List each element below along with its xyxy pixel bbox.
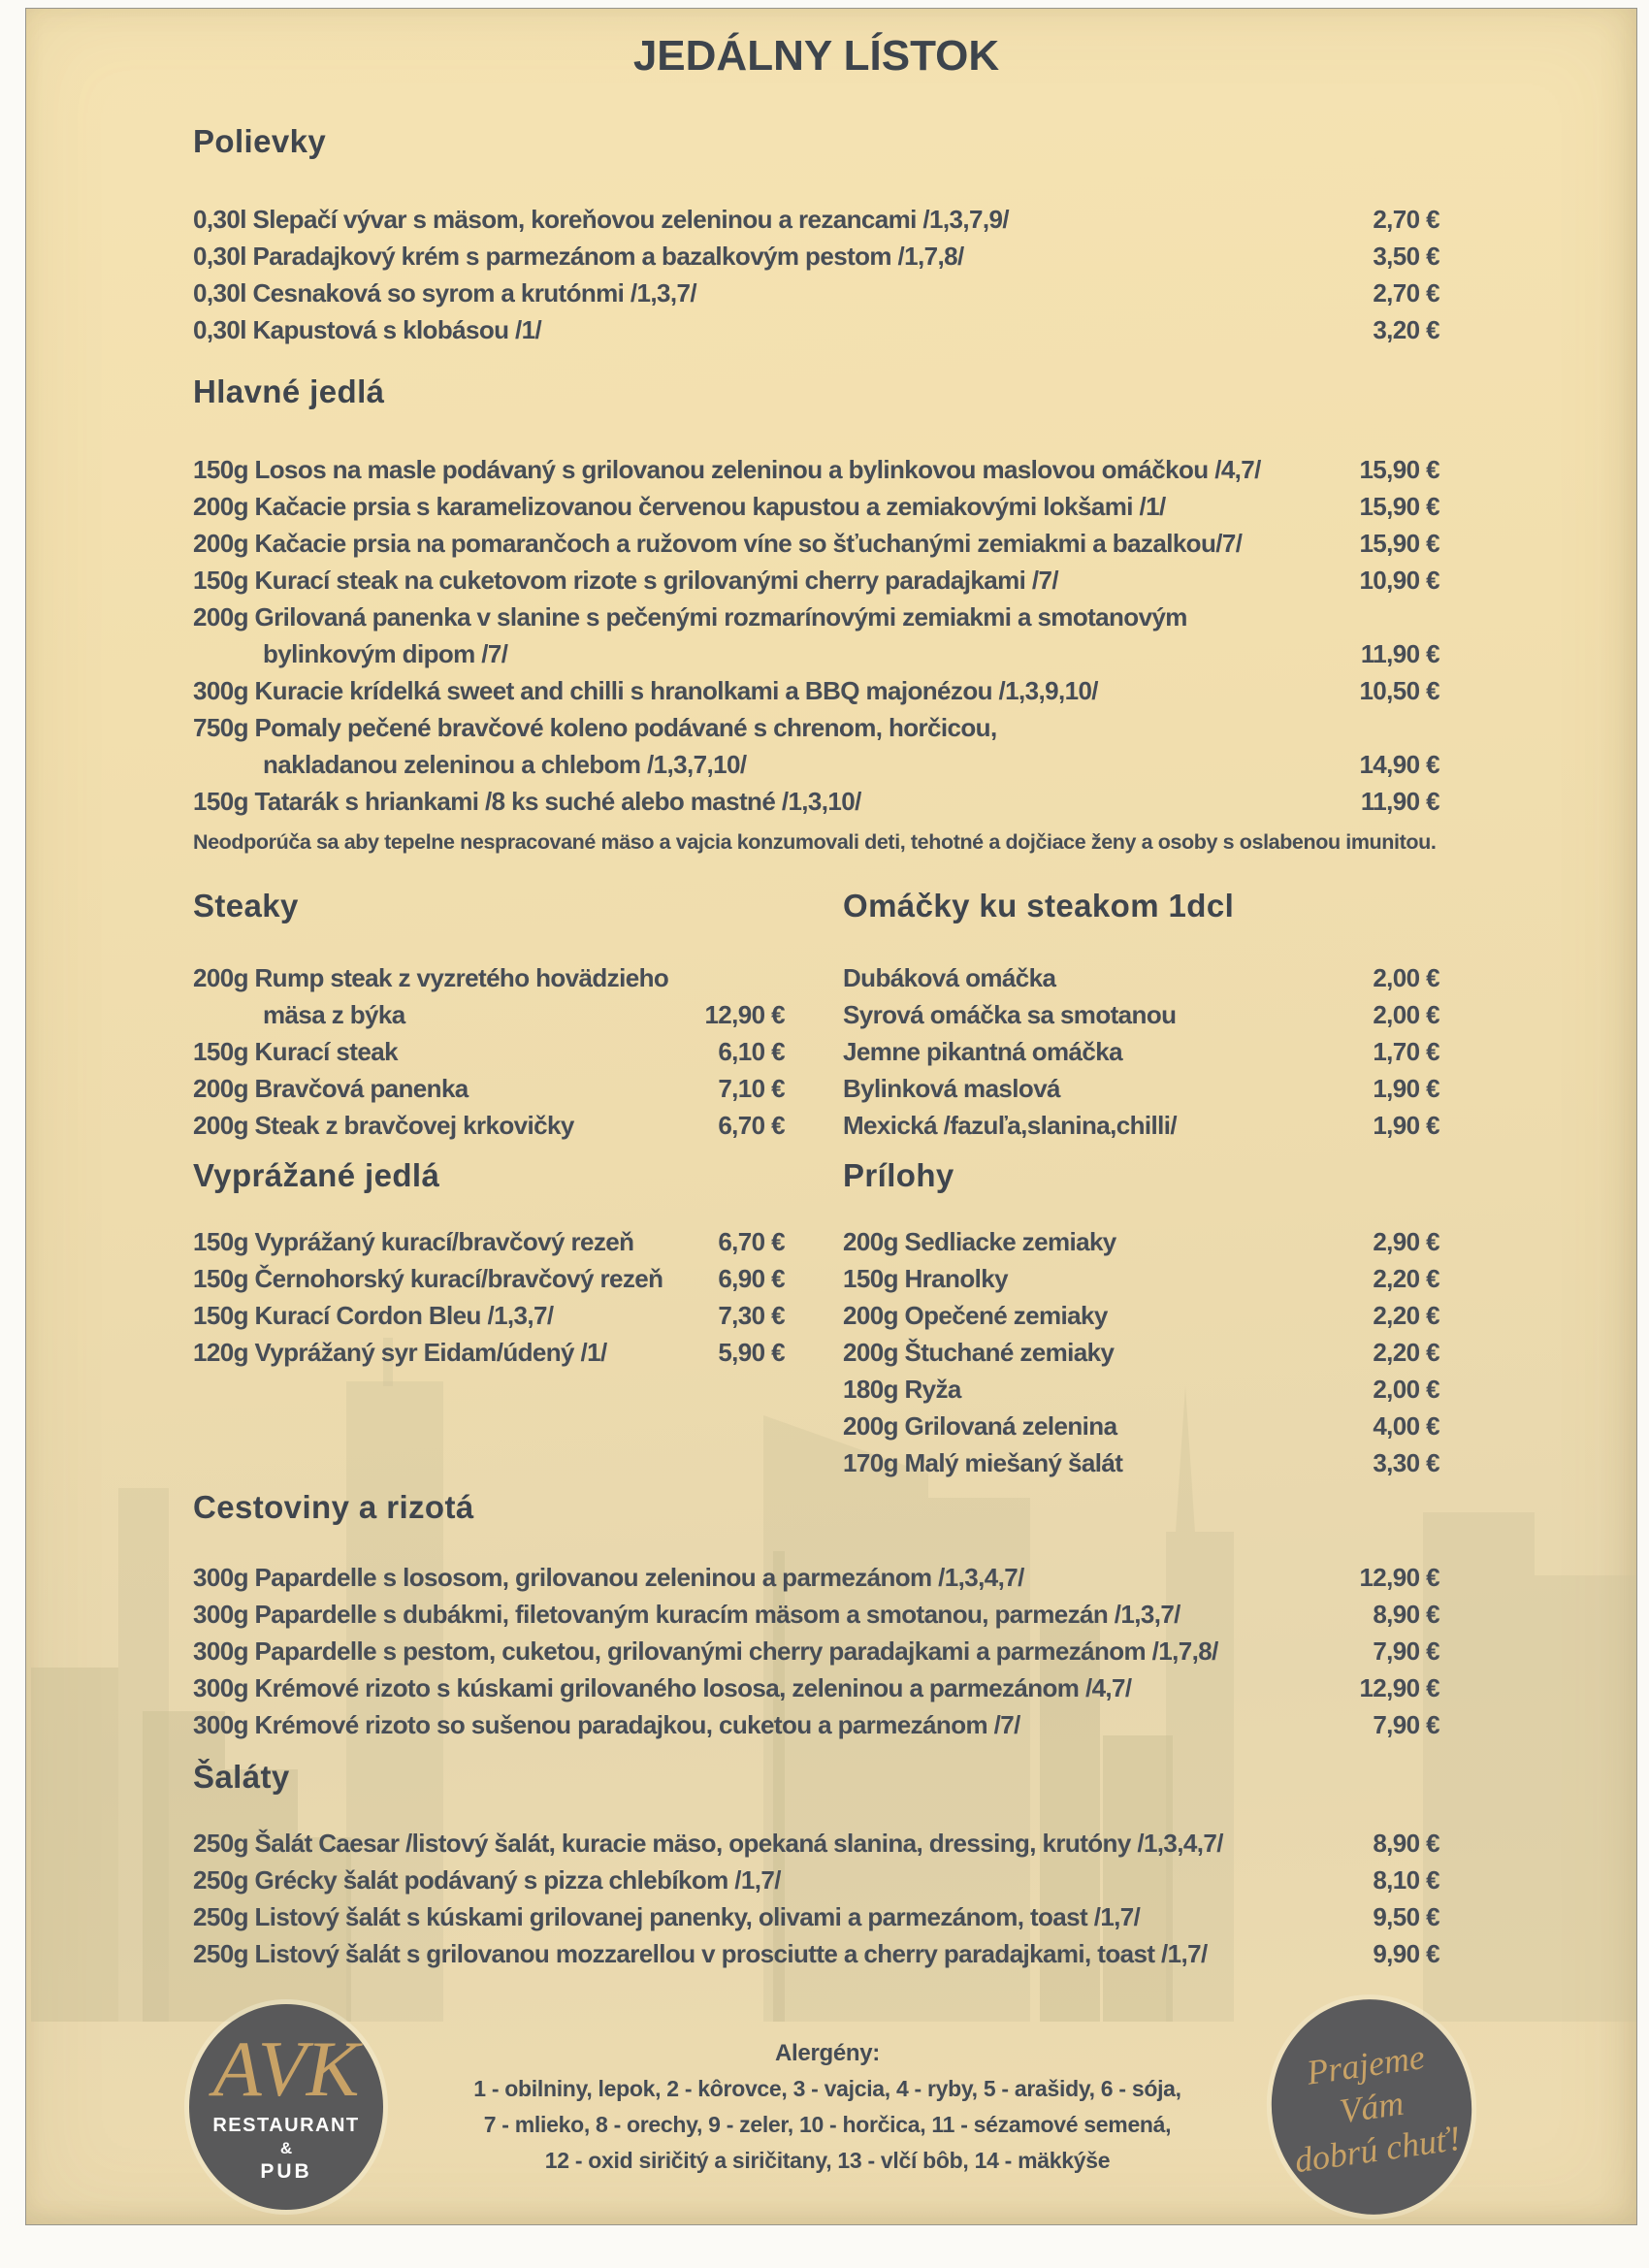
dish-name: 300g Krémové rizoto so sušenou paradajkou, cuketou a parmezánom /7/ [193, 1710, 1020, 1739]
menu-row [193, 1070, 785, 1107]
section-salaty [193, 1759, 1439, 1972]
dish-name: 750g Pomaly pečené bravčové koleno podávané s chrenom, horčicou, [193, 713, 997, 742]
badge-line-3: dobrú chuť! [1292, 2118, 1464, 2181]
menu-row [193, 1297, 785, 1334]
dish-name: 200g Kačacie prsia s karamelizovanou červenou kapustou a zemiakovými lokšami /1/ [193, 492, 1166, 521]
menu-row [193, 488, 1439, 525]
section-heading-steaky: Steaky [193, 888, 299, 923]
dish-name: Mexická /fazuľa,slanina,chilli/ [843, 1111, 1178, 1140]
dish-name: 300g Kuracie krídelká sweet and chilli s hranolkami a BBQ majonézou /1,3,9,10/ [193, 676, 1098, 705]
dish-name: 200g Sedliacke zemiaky [843, 1227, 1116, 1256]
dish-name: Dubáková omáčka [843, 963, 1056, 992]
menu-row [193, 1559, 1439, 1596]
dish-name: 150g Černohorský kurací/bravčový rezeň [193, 1264, 663, 1293]
dish-price: 7,90 € [1373, 1636, 1439, 1666]
dish-price: 14,90 € [1359, 750, 1439, 779]
section-vyprazane [193, 1157, 785, 1481]
dish-price: 3,30 € [1373, 1448, 1439, 1477]
section-heading-omacky: Omáčky ku steakom 1dcl [843, 888, 1235, 923]
menu-row [843, 1223, 1439, 1260]
section-steaky [193, 888, 785, 1144]
dish-price: 10,90 € [1359, 566, 1439, 595]
logo-ampersand: & [279, 2138, 293, 2157]
dish-name: 200g Kačacie prsia na pomarančoch a ružovom víne so šťuchanými zemiakmi a bazalkou/7/ [193, 529, 1243, 558]
menu-row [193, 746, 1439, 783]
dish-name: 300g Papardelle s lososom, grilovanou zeleninou a parmezánom /1,3,4,7/ [193, 1563, 1024, 1592]
dish-price: 11,90 € [1360, 639, 1439, 668]
dish-name: 150g Losos na masle podávaný s grilovanou zeleninou a bylinkovou maslovou omáčkou /4,7/ [193, 455, 1261, 484]
allergen-line-1: 1 - obilniny, lepok, 2 - kôrovce, 3 - vajcia, 4 - ryby, 5 - arašidy, 6 - sója, [473, 2076, 1181, 2101]
dish-name: 150g Vyprážaný kurací/bravčový rezeň [193, 1227, 634, 1256]
dish-name: 250g Listový šalát s kúskami grilovanej panenky, olivami a parmezánom, toast /1,7/ [193, 1902, 1141, 1931]
menu-row [843, 1033, 1439, 1070]
menu-row [193, 1223, 785, 1260]
menu-row [193, 238, 1439, 275]
allergen-line-2: 7 - mlieko, 8 - orechy, 9 - zeler, 10 - horčica, 11 - sézamové semená, [483, 2112, 1172, 2137]
menu-list-steaky [193, 959, 785, 1144]
dish-name: 200g Grilovaná zelenina [843, 1411, 1117, 1441]
dish-name: Bylinková maslová [843, 1074, 1060, 1103]
menu-list-cestoviny [193, 1559, 1439, 1743]
menu-list-prilohy [843, 1223, 1439, 1481]
logo-initials: AVK [212, 2024, 360, 2113]
section-hlavne-jedla [193, 373, 1439, 857]
menu-list-vyprazane [193, 1223, 785, 1371]
health-warning-note: Neodporúča sa aby tepelne nespracované mäso a vajcia konzumovali deti, tehotné a dojčiace ženy a osoby s oslabenou imunitou. [193, 830, 1437, 854]
dish-price: 2,20 € [1373, 1301, 1439, 1330]
section-cestoviny [193, 1489, 1439, 1743]
menu-row [193, 635, 1439, 672]
menu-row [193, 709, 1439, 746]
dish-price: 9,90 € [1373, 1939, 1439, 1968]
dish-name: 150g Hranolky [843, 1264, 1008, 1293]
dish-name: 200g Bravčová panenka [193, 1074, 469, 1103]
dish-price: 8,10 € [1373, 1865, 1439, 1895]
badge-line-1: Prajeme [1304, 2037, 1428, 2092]
dish-name: 300g Papardelle s dubákmi, filetovaným kuracím mäsom a smotanou, parmezán /1,3,7/ [193, 1600, 1180, 1629]
badge-line-2: Vám [1337, 2083, 1406, 2131]
menu-row [843, 1371, 1439, 1408]
dish-name: 0,30l Slepačí vývar s mäsom, koreňovou zeleninou a rezancami /1,3,7,9/ [193, 205, 1009, 234]
dish-name: 150g Kurací steak na cuketovom rizote s grilovanými cherry paradajkami /7/ [193, 566, 1059, 595]
menu-row [193, 562, 1439, 599]
dish-name: 200g Opečené zemiaky [843, 1301, 1108, 1330]
dish-price: 7,90 € [1373, 1710, 1439, 1739]
menu-row [843, 996, 1439, 1033]
dish-name: 250g Šalát Caesar /listový šalát, kuracie mäso, opekaná slanina, dressing, krutóny /1,3,4,7/ [193, 1829, 1223, 1858]
menu-row [843, 959, 1439, 996]
section-heading-salaty: Šaláty [193, 1759, 290, 1795]
dish-name: Syrová omáčka sa smotanou [843, 1000, 1177, 1029]
menu-row [843, 1297, 1439, 1334]
menu-row [193, 1862, 1439, 1898]
dish-name: 200g Grilovaná panenka v slanine s pečenými rozmarínovými zemiakmi a smotanovým [193, 602, 1187, 632]
menu-row [193, 959, 785, 996]
dish-price: 2,00 € [1373, 1375, 1439, 1404]
dish-name: 170g Malý miešaný šalát [843, 1448, 1123, 1477]
menu-row [843, 1334, 1439, 1371]
menu-row [193, 599, 1439, 635]
menu-row [193, 1596, 1439, 1633]
dish-price: 2,20 € [1373, 1264, 1439, 1293]
section-omacky [843, 888, 1439, 1144]
footer [189, 1999, 1471, 2215]
section-heading-prilohy: Prílohy [843, 1157, 954, 1193]
dish-name: 120g Vyprážaný syr Eidam/údený /1/ [193, 1338, 607, 1367]
menu-row [193, 1706, 1439, 1743]
dish-price: 6,70 € [718, 1227, 785, 1256]
section-heading-vyprazane: Vyprážané jedlá [193, 1157, 440, 1193]
section-heading-hlavne-jedla: Hlavné jedlá [193, 373, 385, 409]
bon-appetit-badge [1258, 1987, 1486, 2225]
dish-name: 200g Steak z bravčovej krkovičky [193, 1111, 574, 1140]
dish-price: 3,20 € [1373, 315, 1439, 344]
dish-price: 11,90 € [1360, 787, 1439, 816]
dish-price: 10,50 € [1359, 676, 1439, 705]
menu-row [193, 672, 1439, 709]
menu-row [193, 451, 1439, 488]
menu-list-salaty [193, 1825, 1439, 1972]
dish-price: 2,70 € [1373, 278, 1439, 308]
menu-row [843, 1444, 1439, 1481]
dish-price: 6,70 € [718, 1111, 785, 1140]
menu-row [193, 1825, 1439, 1862]
dish-name: 250g Listový šalát s grilovanou mozzarellou v prosciutte a cherry paradajkami, toast /1,7/ [193, 1939, 1208, 1968]
dish-price: 9,50 € [1373, 1902, 1439, 1931]
menu-row [193, 783, 1439, 820]
dish-name: nakladanou zeleninou a chlebom /1,3,7,10/ [263, 750, 747, 779]
menu-row [193, 311, 1439, 348]
logo-restaurant-label: RESTAURANT [212, 2114, 360, 2136]
page-title: JEDÁLNY LÍSTOK [632, 32, 1000, 80]
menu-row [843, 1260, 1439, 1297]
menu-row [193, 525, 1439, 562]
dish-name: 150g Kurací Cordon Bleu /1,3,7/ [193, 1301, 554, 1330]
dish-name: 300g Krémové rizoto s kúskami grilovaného lososa, zeleninou a parmezánom /4,7/ [193, 1673, 1132, 1702]
menu-row [843, 1070, 1439, 1107]
menu-list-hlavne-jedla [193, 451, 1439, 820]
dish-price: 15,90 € [1359, 455, 1439, 484]
allergen-line-3: 12 - oxid siričitý a siričitany, 13 - vlčí bôb, 14 - mäkkýše [544, 2148, 1111, 2173]
dish-price: 6,90 € [718, 1264, 785, 1293]
dish-price: 2,70 € [1373, 205, 1439, 234]
dish-name: Jemne pikantná omáčka [843, 1037, 1122, 1066]
menu-paper [25, 8, 1637, 2225]
section-heading-cestoviny: Cestoviny a rizotá [193, 1489, 474, 1525]
dish-price: 3,50 € [1373, 242, 1439, 271]
section-prilohy [843, 1157, 1439, 1481]
section-heading-polievky: Polievky [193, 123, 327, 159]
dish-name: bylinkovým dipom /7/ [263, 639, 508, 668]
dish-price: 7,10 € [718, 1074, 785, 1103]
menu-row [193, 275, 1439, 311]
dish-name: 200g Rump steak z vyzretého hovädzieho [193, 963, 669, 992]
menu-content [193, 9, 1439, 1972]
menu-list-polievky [193, 201, 1439, 348]
menu-row [193, 1033, 785, 1070]
dish-price: 4,00 € [1373, 1411, 1439, 1441]
dish-price: 5,90 € [718, 1338, 785, 1367]
menu-row [193, 1633, 1439, 1669]
dish-name: 0,30l Paradajkový krém s parmezánom a bazalkovým pestom /1,7,8/ [193, 242, 964, 271]
menu-row [193, 1334, 785, 1371]
dish-price: 2,00 € [1373, 963, 1439, 992]
section-polievky [193, 123, 1439, 348]
dish-price: 7,30 € [718, 1301, 785, 1330]
menu-row [193, 1669, 1439, 1706]
dish-price: 2,00 € [1373, 1000, 1439, 1029]
dish-price: 15,90 € [1359, 492, 1439, 521]
dish-price: 1,90 € [1373, 1111, 1439, 1140]
menu-row [193, 996, 785, 1033]
dish-price: 2,20 € [1373, 1338, 1439, 1367]
dish-price: 15,90 € [1359, 529, 1439, 558]
menu-row [193, 1935, 1439, 1972]
allergen-heading: Alergény: [775, 2040, 880, 2066]
dish-name: 200g Štuchané zemiaky [843, 1338, 1115, 1367]
menu-row [843, 1408, 1439, 1444]
two-column-block-fried-sides [193, 1157, 1439, 1481]
dish-name: 0,30l Kapustová s klobásou /1/ [193, 315, 542, 344]
dish-name: 0,30l Cesnaková so syrom a krutónmi /1,3,7/ [193, 278, 697, 308]
dish-price: 12,90 € [1359, 1673, 1439, 1702]
dish-name: 250g Grécky šalát podávaný s pizza chlebíkom /1,7/ [193, 1865, 781, 1895]
allergen-legend [408, 2035, 1246, 2179]
dish-price: 8,90 € [1373, 1600, 1439, 1629]
logo-pub-label: PUB [260, 2159, 312, 2183]
dish-price: 1,70 € [1373, 1037, 1439, 1066]
dish-name: 150g Tatarák s hriankami /8 ks suché alebo mastné /1,3,10/ [193, 787, 861, 816]
dish-name: 150g Kurací steak [193, 1037, 398, 1066]
dish-name: 300g Papardelle s pestom, cuketou, grilovanými cherry paradajkami a parmezánom /1,7,8/ [193, 1636, 1218, 1666]
dish-price: 1,90 € [1373, 1074, 1439, 1103]
two-column-block-steaks-sauces [193, 888, 1439, 1144]
dish-price: 12,90 € [1359, 1563, 1439, 1592]
menu-row [193, 1898, 1439, 1935]
dish-price: 6,10 € [718, 1037, 785, 1066]
menu-row [843, 1107, 1439, 1144]
dish-price: 8,90 € [1373, 1829, 1439, 1858]
avk-restaurant-logo [189, 2004, 383, 2210]
menu-row [193, 1107, 785, 1144]
menu-row [193, 201, 1439, 238]
menu-row [193, 1260, 785, 1297]
dish-name: 180g Ryža [843, 1375, 961, 1404]
dish-name: mäsa z býka [263, 1000, 405, 1029]
dish-price: 2,90 € [1373, 1227, 1439, 1256]
menu-list-omacky [843, 959, 1439, 1144]
dish-price: 12,90 € [704, 1000, 785, 1029]
